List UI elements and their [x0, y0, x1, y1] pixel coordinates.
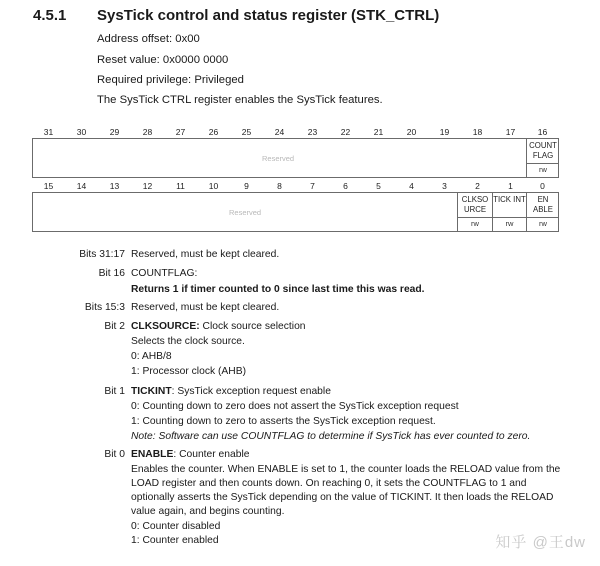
bit-number: 2 [475, 181, 480, 191]
watermark: 知乎 @王dw [495, 534, 586, 551]
bit-line: 1: Processor clock (AHB) [131, 366, 247, 377]
address-offset: Address offset: 0x00 [97, 33, 200, 45]
field-access: rw [527, 217, 559, 231]
bit-label: Bits 15:3 [84, 302, 125, 313]
bit-number: 20 [406, 127, 417, 137]
bit-text: Reserved, must be kept cleared. [131, 302, 280, 313]
bit-number: 10 [208, 181, 219, 191]
field-name: CLKSO URCE [461, 195, 489, 214]
bit-label: Bit 0 [104, 449, 125, 460]
bit-number: 19 [439, 127, 450, 137]
bit-line: 0: AHB/8 [131, 351, 172, 362]
required-privilege: Required privilege: Privileged [97, 74, 244, 86]
bit-text: Reserved, must be kept cleared. [131, 249, 280, 260]
bit-note: Note: Software can use COUNTFLAG to determine if SysTick has ever counted to zero. [131, 431, 531, 442]
lower-register-row [32, 192, 559, 232]
clksource-field [457, 193, 492, 231]
bit-number: 1 [508, 181, 513, 191]
field-name: EN ABLE [533, 195, 553, 214]
bit-number: 16 [537, 127, 548, 137]
bit-name: TICKINT [131, 386, 172, 397]
bit-line: optionally asserts the SysTick depending on the value of TICKINT. It then loads the RELOAD [131, 492, 554, 503]
bit-line: 0: Counting down to zero does not assert the SysTick exception request [131, 401, 459, 412]
bit-number: 8 [277, 181, 282, 191]
bit-number: 22 [340, 127, 351, 137]
field-access: rw [493, 217, 526, 231]
bit-title: Clock source selection [199, 321, 306, 332]
bit-number: 26 [208, 127, 219, 137]
bit-line: value again, and begins counting. [131, 506, 285, 517]
reserved-label: Reserved [229, 208, 262, 217]
bit-detail: Returns 1 if timer counted to 0 since last time this was read. [131, 284, 425, 295]
bit-label: Bit 16 [98, 268, 125, 279]
bit-number: 24 [274, 127, 285, 137]
bit-label: Bit 2 [104, 321, 125, 332]
bit-number: 15 [43, 181, 54, 191]
countflag-field [526, 139, 559, 177]
bit-number: 3 [442, 181, 447, 191]
section-number: 4.5.1 [33, 7, 67, 24]
bit-line: 1: Counter enabled [131, 535, 219, 546]
bit-heading [131, 321, 306, 332]
field-name: TICK INT [493, 195, 526, 204]
bit-number: 17 [505, 127, 516, 137]
bit-number: 18 [472, 127, 483, 137]
bit-number: 4 [409, 181, 414, 191]
tickint-field [492, 193, 526, 231]
bit-number: 0 [540, 181, 545, 191]
bit-number: 11 [176, 181, 185, 191]
bit-number: 25 [241, 127, 252, 137]
bit-number: 7 [310, 181, 315, 191]
bit-title: : Counter enable [173, 449, 250, 460]
bit-title: : SysTick exception request enable [171, 386, 331, 397]
bit-number: 31 [43, 127, 54, 137]
field-access: rw [458, 217, 492, 231]
bit-number: 9 [244, 181, 249, 191]
bit-number: 14 [76, 181, 87, 191]
bit-line: LOAD register and then counts down. On reaching 0, it sets the COUNTFLAG to 1 and [131, 478, 527, 489]
bit-number: 23 [307, 127, 318, 137]
field-name: COUNT FLAG [529, 141, 557, 160]
bit-label: Bits 31:17 [79, 249, 125, 260]
bit-line: 0: Counter disabled [131, 521, 221, 532]
bit-name: ENABLE [131, 449, 174, 460]
field-access: rw [527, 163, 559, 177]
bit-number: 6 [343, 181, 348, 191]
bit-line: Selects the clock source. [131, 336, 245, 347]
bit-number: 5 [376, 181, 381, 191]
bit-number: 12 [142, 181, 153, 191]
reserved-label: Reserved [262, 154, 295, 163]
bit-name: CLKSOURCE: [131, 321, 200, 332]
reset-value: Reset value: 0x0000 0000 [97, 54, 229, 66]
bit-heading [131, 386, 331, 397]
enable-field [526, 193, 559, 231]
bit-heading [131, 449, 249, 460]
bit-number: 21 [373, 127, 384, 137]
bit-number: 29 [109, 127, 120, 137]
bit-line: 1: Counting down to zero to asserts the SysTick exception request. [131, 416, 436, 427]
register-summary: The SysTick CTRL register enables the SysTick features. [97, 94, 383, 106]
bit-number: 13 [109, 181, 120, 191]
bit-line: Enables the counter. When ENABLE is set to 1, the counter loads the RELOAD value from the [131, 464, 561, 475]
section-title: SysTick control and status register (STK_CTRL) [97, 7, 440, 24]
upper-register-row [32, 138, 559, 178]
bit-number: 27 [175, 127, 186, 137]
bit-name: COUNTFLAG: [131, 268, 198, 279]
bit-label: Bit 1 [104, 386, 125, 397]
bit-number: 28 [142, 127, 153, 137]
bit-number: 30 [76, 127, 87, 137]
